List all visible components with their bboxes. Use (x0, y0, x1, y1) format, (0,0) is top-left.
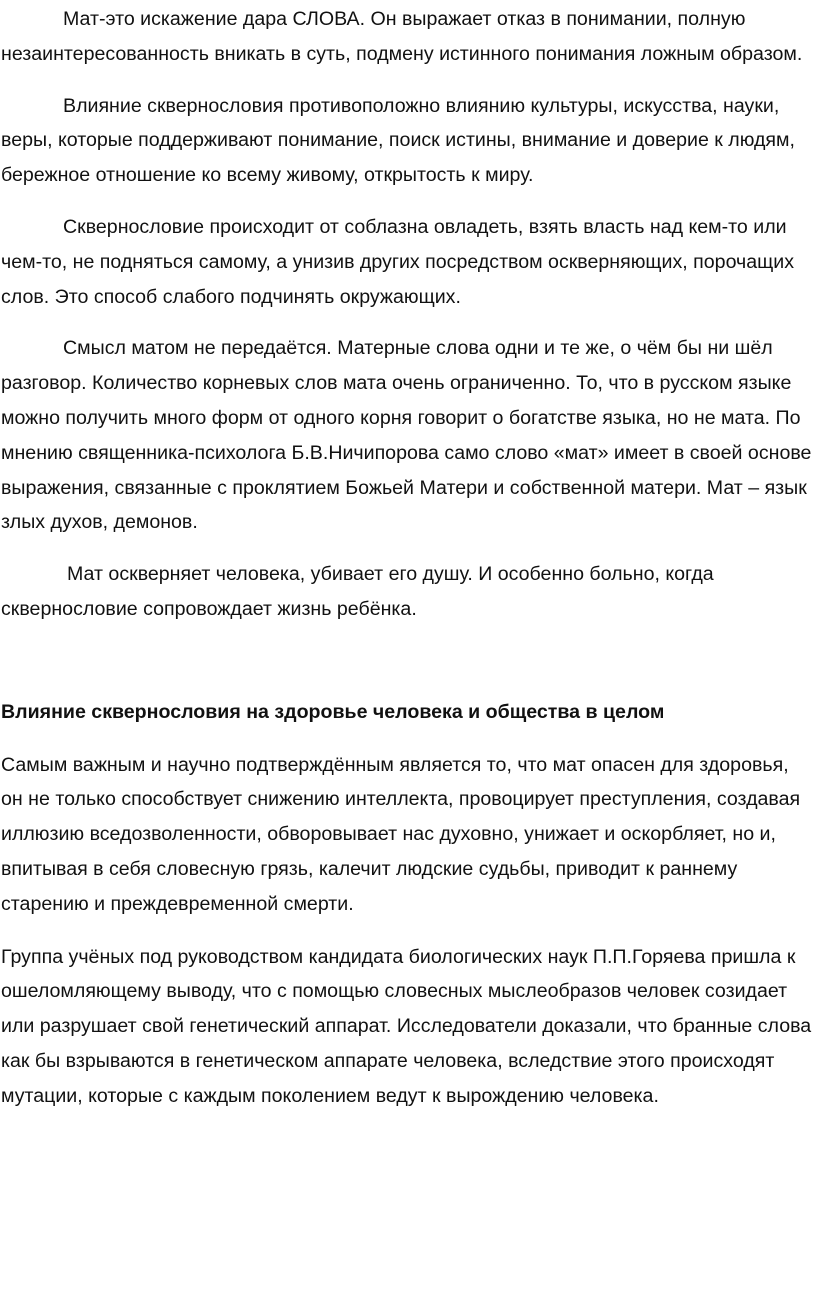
paragraph-origin: Сквернословие происходит от соблазна овладеть, взять власть над кем-то или чем-то, не подняться самому, а унизив других посредством оскверняющих, порочащих слов. Это способ слабого подчинять окружающих. (1, 215, 795, 308)
paragraph-child: Мат оскверняет человека, убивает его душу. И особенно больно, когда сквернословие сопровождает жизнь ребёнка. (1, 563, 714, 620)
section-heading: Влияние сквернословия на здоровье человека и общества в целом (1, 700, 665, 723)
paragraph-definition: Мат-это искажение дара СЛОВА. Он выражает отказ в понимании, полную незаинтересованность вникать в суть, подмену истинного понимания ложным образом. (1, 8, 803, 65)
paragraph-influence: Влияние сквернословия противоположно влиянию культуры, искусства, науки, веры, которые поддерживают понимание, поиск истины, внимание и доверие к людям, бережное отношение ко всему живому, открытость к миру. (1, 94, 795, 187)
paragraph-research: Группа учёных под руководством кандидата биологических наук П.П.Горяева пришла к ошеломляющему выводу, что с помощью словесных мыслеобразов человек созидает или разрушает свой генетический аппарат. Исследователи доказали, что бранные слова как бы взрываются в генетическом аппарате человека, вследствие этого происходят мутации, которые с каждым поколением ведут к вырождению человека. (1, 945, 812, 1107)
paragraph-health: Самым важным и научно подтверждённым является то, что мат опасен для здоровья, он не только способствует снижению интеллекта, провоцирует преступления, создавая иллюзию вседозволенности, обворовывает нас духовно, унижает и оскорбляет, но и, впитывая в себя словесную грязь, калечит людские судьбы, приводит к раннему старению и преждевременной смерти. (1, 753, 801, 915)
paragraph-meaning: Смысл матом не передаётся. Матерные слова одни и те же, о чём бы ни шёл разговор. Количество корневых слов мата очень ограниченно. То, что в русском языке можно получить много форм от одного корня говорит о богатстве языка, но не мата. По мнению священника-психолога Б.В.Ничипорова само слово «мат» имеет в своей основе выражения, связанные с проклятием Божьей Матери и собственной матери. Мат – язык злых духов, демонов. (1, 337, 812, 534)
